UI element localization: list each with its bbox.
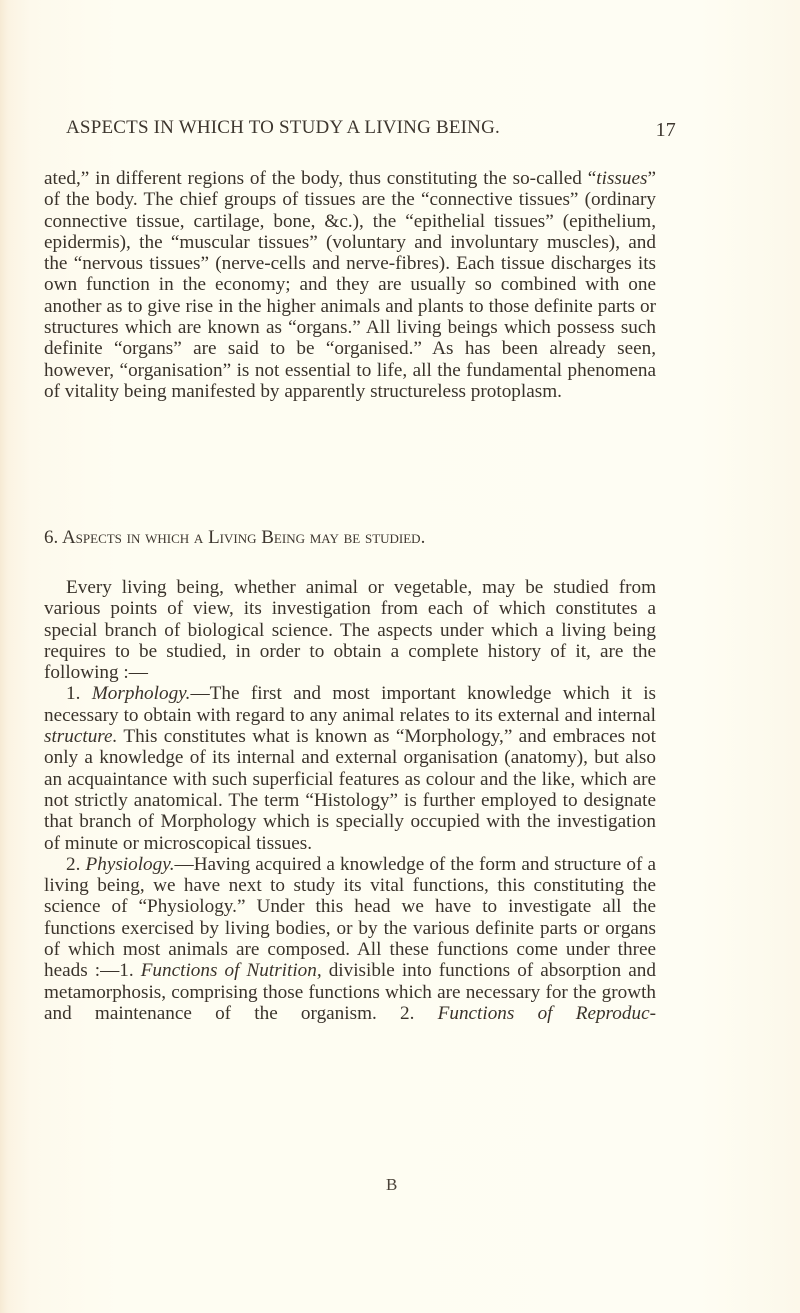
text-segment: ated,” in different regions of the body, thus constituting the so-called “ (44, 168, 597, 189)
italic-term: Functions of Reproduc- (437, 1002, 656, 1024)
italic-term: structure. (44, 726, 118, 748)
text-segment: ” of the body. The chief groups of tissues are the “connective tissues” (ordinary connective tissue, cartilage, bone, &c.), the “epithelial tissues” (epithelium, epidermis), the “muscular tissues” (voluntary and involuntary muscles), and the “nervous tissues” (nerve-cells and nerve-fibres). Each tissue discharges its own function in the economy; and they are usually so combined with one another as to give rise in the higher animals and plants to those definite parts or structures which are known as “organs.” All living beings which possess such definite “organs” are said to be “organised.” As has been already seen, however, “organisation” is not essential to life, all the fundamental phenomena of vitality being manifested by apparently structureless protoplasm. (44, 168, 656, 402)
item-number: 2. (66, 853, 81, 875)
list-item-morphology (44, 683, 656, 853)
text-segment: This constitutes what is known as “Morphology,” and embraces not only a knowledge of its internal and external organisation (anatomy), but also an acquaintance with such superficial features as colour and the like, which are not strictly anatomical. The term “Histology” is further employed to designate that branch of Morphology which is specially occupied with the investigation of minute or microscopical tissues. (44, 726, 656, 854)
list-item-physiology (44, 854, 656, 1024)
section-body (44, 577, 656, 1024)
italic-term: Functions of Nutrition, (140, 960, 322, 982)
text-segment: —The first and most important knowledge which it is necessary to obtain with regard to any animal relates to its external and internal (44, 683, 657, 726)
running-title: ASPECTS IN WHICH TO STUDY A LIVING BEING. (66, 117, 500, 138)
item-number: 1. (66, 683, 81, 705)
text-segment: divisible into functions of absorption and metamorphosis, comprising those functions which are necessary for the growth and maintenance of the organism. 2. (44, 960, 656, 1024)
signature-mark: B (386, 1175, 398, 1194)
section-heading: 6. Aspects in which a Living Being may be studied. (44, 527, 426, 548)
continued-paragraph (44, 168, 656, 402)
text-segment: —Having acquired a knowledge of the form and structure of a living being, we have next to study its vital functions, this constituting the science of “Physiology.” Under this head we have to investigate all the functions exercised by living bodies, or by the various definite parts or organs of which most animals are composed. All these functions come under three heads :—1. (44, 853, 657, 982)
italic-term: tissues (596, 168, 648, 189)
page-number: 17 (655, 119, 676, 141)
item-title: Morphology. (91, 683, 191, 705)
running-head (66, 117, 674, 139)
section-intro-paragraph: Every living being, whether animal or vegetable, may be studied from various points of view, its investigation from each of which constitutes a special branch of biological science. The aspects under which a living being requires to be studied, in order to obtain a complete history of it, are the following :— (44, 577, 656, 684)
item-title: Physiology. (85, 853, 175, 875)
